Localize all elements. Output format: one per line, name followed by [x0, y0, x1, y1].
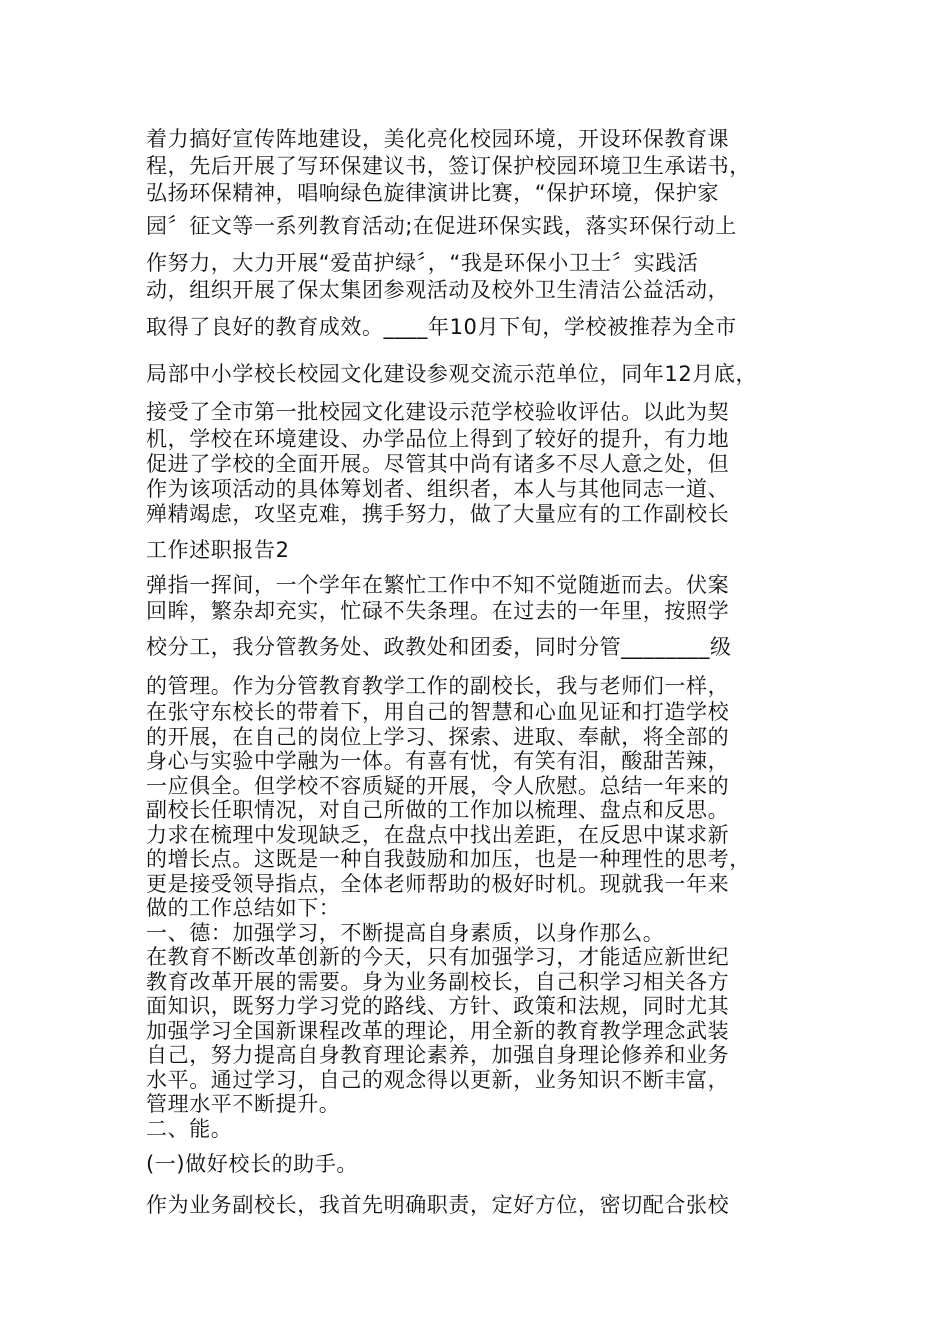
text-line: 一应俱全。但学校不容质疑的开展，令人欣慰。总结一年来的: [146, 774, 730, 798]
text-line: 加强学习全国新课程改革的理论，用全新的教育教学理念武装: [146, 1019, 730, 1043]
text-line: 动，组织开展了保太集团参观活动及校外卫生清洁公益活动，: [146, 278, 730, 302]
text-line: 一、德：加强学习，不断提高自身素质，以身作那么。: [146, 921, 665, 945]
text-line: 自己，努力提高自身教育理论素养，加强自身理论修养和业务: [146, 1043, 730, 1067]
text-line: 作努力，大力开展“爱苗护绿〞，“我是环保小卫士〞实践活: [146, 251, 699, 275]
text-line: 力求在梳理中发现缺乏，在盘点中找出差距，在反思中谋求新: [146, 823, 730, 847]
text-line: 弹指一挥间，一个学年在繁忙工作中不知不觉随逝而去。伏案: [146, 573, 730, 597]
text-line: 弘扬环保精神，唱响绿色旋律演讲比赛，“保护环境，保护家: [146, 181, 720, 205]
text-line: 在教育不断改革创新的今天，只有加强学习，才能适应新世纪: [146, 945, 730, 969]
text-line: 更是接受领导指点，全体老师帮助的极好时机。现就我一年来: [146, 872, 730, 896]
text-line: 接受了全市第一批校园文化建设示范学校验收评估。以此为契: [146, 400, 730, 424]
text-line: 促进了学校的全面开展。尽管其中尚有诸多不尽人意之处，但: [146, 452, 730, 476]
text-line: 取得了良好的教育成效。____年10月下旬，学校被推荐为全市: [146, 315, 737, 339]
text-line: 水平。通过学习，自己的观念得以更新，业务知识不断丰富，: [146, 1068, 730, 1092]
text-line: 的管理。作为分管教育教学工作的副校长，我与老师们一样，: [146, 674, 730, 698]
text-line: 机，学校在环境建设、办学品位上得到了较好的提升，有力地: [146, 427, 730, 451]
text-line: 殚精竭虑，攻坚克难，携手努力，做了大量应有的工作副校长: [146, 502, 730, 526]
text-line: 的增长点。这既是一种自我鼓励和加压，也是一种理性的思考，: [146, 847, 751, 871]
text-line: 局部中小学校长校园文化建设参观交流示范单位，同年12月底，: [146, 362, 758, 386]
text-line: 程，先后开展了写环保建议书，签订保护校园环境卫生承诺书，: [146, 154, 751, 178]
text-line: 着力搞好宣传阵地建设，美化亮化校园环境，开设环保教育课: [146, 127, 730, 151]
text-line: 做的工作总结如下：: [146, 896, 341, 920]
section-heading: 工作述职报告2: [146, 538, 290, 562]
text-line: 作为业务副校长，我首先明确职责，定好方位，密切配合张校: [146, 1193, 730, 1217]
text-line: 管理水平不断提升。: [146, 1092, 341, 1116]
text-line: 校分工，我分管教务处、政教处和团委，同时分管________级: [146, 635, 732, 659]
text-line: 身心与实验中学融为一体。有喜有忧，有笑有泪，酸甜苦辣，: [146, 749, 730, 773]
text-line: 园〞征文等一系列教育活动;在促进环保实践，落实环保行动上: [146, 214, 737, 238]
text-line: 作为该项活动的具体筹划者、组织者，本人与其他同志一道、: [146, 477, 730, 501]
text-line: 副校长任职情况，对自己所做的工作加以梳理、盘点和反思。: [146, 798, 730, 822]
text-line: 教育改革开展的需要。身为业务副校长，自己积学习相关各方: [146, 970, 730, 994]
text-line: 在张守东校长的带着下，用自己的智慧和心血见证和打造学校: [146, 700, 730, 724]
text-line: 回眸，繁杂却充实，忙碌不失条理。在过去的一年里，按照学: [146, 599, 730, 623]
text-line: 的开展，在自己的岗位上学习、探索、进取、奉献，将全部的: [146, 725, 730, 749]
text-line: (一)做好校长的助手。: [146, 1152, 358, 1176]
text-line: 面知识，既努力学习党的路线、方针、政策和法规，同时尤其: [146, 994, 730, 1018]
text-line: 二、能。: [146, 1117, 233, 1141]
